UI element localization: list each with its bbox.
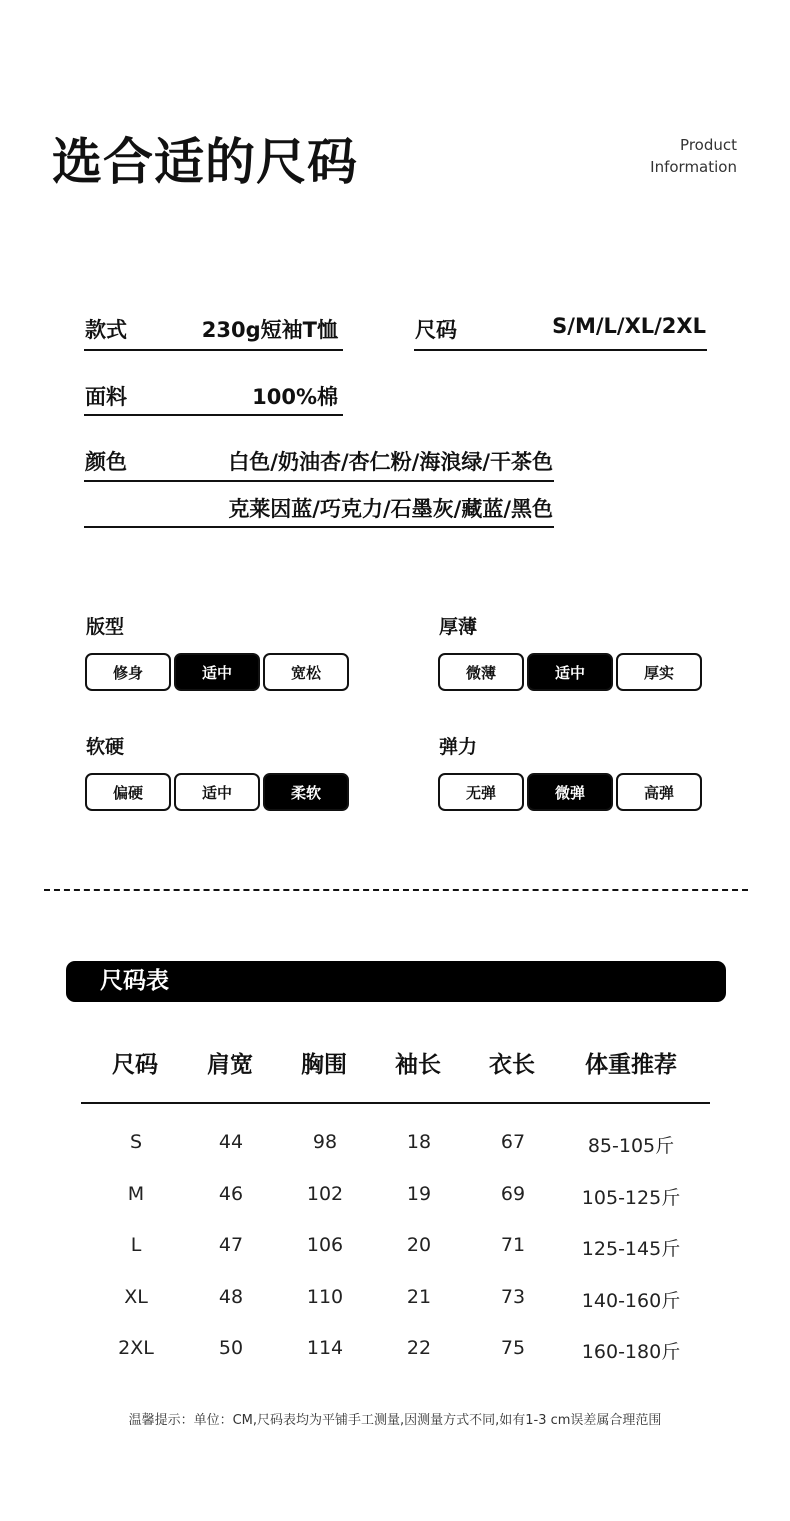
size-value: S/M/L/XL/2XL	[552, 314, 706, 338]
softness-title: 软硬	[86, 736, 125, 758]
style-value: 230g短袖T恤	[201, 318, 338, 342]
elasticity-options	[438, 773, 702, 811]
size-chart-title-bar: 尺码表	[66, 961, 726, 1002]
table-cell-shoulder: 47	[218, 1234, 244, 1256]
header-length: 衣长	[489, 1052, 535, 1078]
elasticity-option-slight: 微弹	[527, 773, 613, 811]
table-cell-shoulder: 48	[218, 1285, 244, 1308]
table-cell-sleeve: 18	[406, 1131, 432, 1153]
thickness-options	[438, 653, 702, 691]
thickness-title: 厚薄	[439, 616, 478, 638]
dashed-divider	[44, 889, 748, 891]
table-cell-length: 71	[500, 1234, 526, 1256]
table-cell-chest: 102	[306, 1182, 344, 1205]
thickness-option-medium: 适中	[527, 653, 613, 691]
table-cell-length: 73	[500, 1285, 526, 1308]
table-cell-size: XL	[124, 1285, 148, 1308]
style-underline	[84, 349, 343, 351]
table-header-rule	[81, 1102, 710, 1104]
color-label: 颜色	[85, 450, 127, 474]
thickness-option-thin: 微薄	[438, 653, 524, 691]
table-cell-weight: 160-180斤	[581, 1341, 681, 1363]
elasticity-option-none: 无弹	[438, 773, 524, 811]
size-underline	[414, 349, 707, 351]
english-subtitle-line2: Information	[650, 158, 737, 176]
table-cell-sleeve: 19	[406, 1182, 432, 1205]
color-underline-1	[84, 480, 554, 482]
table-cell-shoulder: 44	[218, 1131, 244, 1153]
fit-options	[85, 653, 349, 691]
table-cell-length: 69	[500, 1182, 526, 1205]
table-cell-weight: 140-160斤	[581, 1289, 681, 1312]
table-cell-size: M	[127, 1182, 145, 1205]
fabric-value: 100%棉	[252, 385, 338, 409]
thickness-option-thick: 厚实	[616, 653, 702, 691]
fabric-label: 面料	[85, 385, 127, 409]
table-cell-chest: 114	[306, 1337, 344, 1359]
color-value-line1: 白色/奶油杏/杏仁粉/海浪绿/干茶色	[228, 450, 553, 474]
header-shoulder: 肩宽	[207, 1052, 253, 1078]
table-cell-shoulder: 50	[218, 1337, 244, 1359]
size-label: 尺码	[415, 318, 457, 342]
table-cell-length: 75	[500, 1337, 526, 1359]
table-cell-size: 2XL	[118, 1337, 154, 1359]
color-underline-2	[84, 526, 554, 528]
table-cell-chest: 106	[306, 1234, 344, 1256]
fit-option-slim: 修身	[85, 653, 171, 691]
table-cell-weight: 105-125斤	[581, 1186, 681, 1209]
softness-options	[85, 773, 349, 811]
table-cell-sleeve: 21	[406, 1285, 432, 1308]
fabric-underline	[84, 414, 343, 416]
table-cell-sleeve: 22	[406, 1337, 432, 1359]
color-value-line2: 克莱因蓝/巧克力/石墨灰/藏蓝/黑色	[228, 497, 553, 521]
table-cell-size: S	[129, 1131, 143, 1153]
softness-option-soft: 柔软	[263, 773, 349, 811]
softness-option-hard: 偏硬	[85, 773, 171, 811]
table-cell-sleeve: 20	[406, 1234, 432, 1256]
table-cell-chest: 110	[306, 1285, 344, 1308]
english-subtitle-line1: Product	[680, 136, 737, 154]
elasticity-option-high: 高弹	[616, 773, 702, 811]
table-cell-weight: 85-105斤	[587, 1135, 675, 1157]
page-title: 选合适的尺码	[52, 133, 358, 191]
header-size: 尺码	[112, 1052, 158, 1078]
table-cell-shoulder: 46	[218, 1182, 244, 1205]
softness-option-medium: 适中	[174, 773, 260, 811]
table-cell-chest: 98	[312, 1131, 338, 1153]
header-sleeve: 袖长	[395, 1052, 441, 1078]
english-subtitle	[650, 134, 737, 178]
table-cell-weight: 125-145斤	[581, 1238, 681, 1260]
table-cell-length: 67	[500, 1131, 526, 1153]
header-chest: 胸围	[301, 1052, 347, 1078]
fit-option-regular: 适中	[174, 653, 260, 691]
style-label: 款式	[85, 318, 127, 342]
elasticity-title: 弹力	[439, 736, 478, 758]
table-cell-size: L	[130, 1234, 142, 1256]
header-weight: 体重推荐	[585, 1052, 677, 1078]
fit-title: 版型	[86, 616, 125, 638]
footer-note: 温馨提示：单位：CM,尺码表均为平铺手工测量,因测量方式不同,如有1-3 cm误差属合理范围	[128, 1413, 662, 1428]
fit-option-loose: 宽松	[263, 653, 349, 691]
